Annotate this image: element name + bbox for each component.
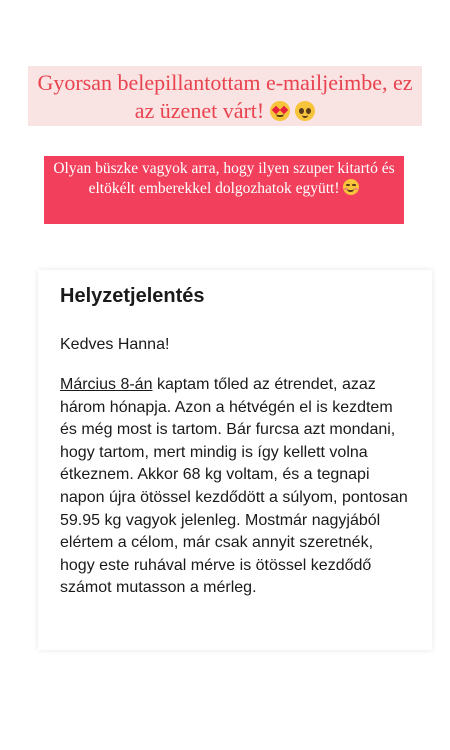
top-sticker-text: Gyorsan belepillantottam e-mailjeimbe, ez az üzenet várt! (37, 70, 413, 123)
heart-eyes-emoji-icon (270, 101, 290, 121)
email-date-link[interactable]: Március 8-án (60, 376, 153, 393)
middle-sticker-text: Olyan büszke vagyok arra, hogy ilyen szuper kitartó és eltökélt emberekkel dolgozhatok együtt! (53, 160, 395, 197)
email-body (60, 374, 412, 600)
smiling-face-emoji-icon (343, 179, 359, 195)
pleading-face-emoji-icon (295, 101, 315, 121)
middle-text-sticker[interactable] (44, 156, 404, 224)
email-greeting: Kedves Hanna! (60, 336, 170, 353)
email-screenshot-card (38, 270, 432, 650)
top-text-sticker[interactable] (28, 66, 422, 126)
email-title: Helyzetjelentés (60, 285, 205, 307)
email-body-text: kaptam tőled az étrendet, azaz három hónapja. Azon a hétvégén el is kezdtem és még most is tartom. Bár furcsa azt mondani, hogy tartom, mert mindig is így kellett volna étkeznem. Akkor 68 kg voltam, és a tegnapi napon újra ötössel kezdődött a súlyom, pontosan 59.95 kg vagyok jelenleg. Mostmár nagyjából elértem a célom, már csak annyit szeretnék, hogy este ruhával mérve is ötössel kezdődő számot mutasson a mérleg. (60, 376, 408, 597)
